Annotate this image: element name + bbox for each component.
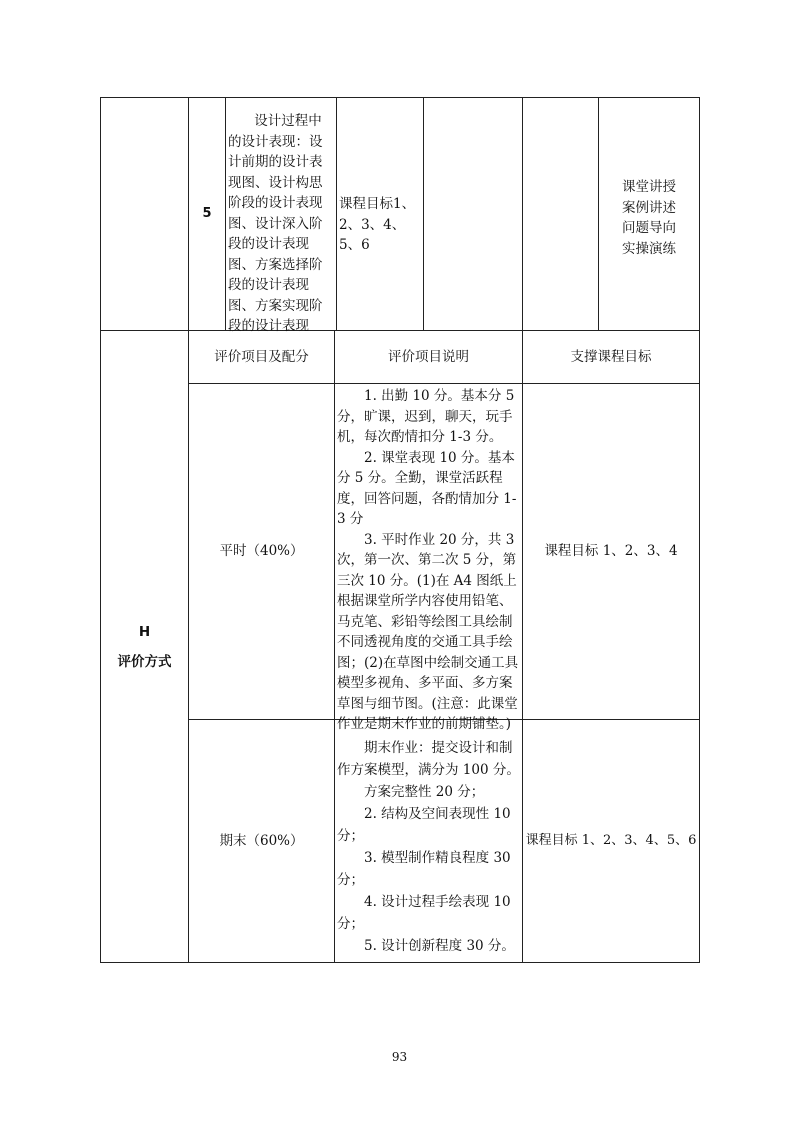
description-paragraph: 4. 设计过程手绘表现 10 分；: [337, 894, 511, 932]
section-title: 评价方式: [117, 654, 172, 670]
method-item: 问题导向: [622, 220, 676, 236]
description-paragraph: 3. 模型制作精良程度 30 分；: [337, 850, 511, 888]
description-paragraph: 2. 结构及空间表现性 10 分；: [337, 806, 511, 844]
description-paragraph: 1. 出勤 10 分。基本分 5 分，旷课，迟到，聊天，玩手机，每次酌情扣分 1-3 分。: [337, 388, 515, 445]
description-paragraph: 2. 课堂表现 10 分。基本分 5 分。全勤，课堂活跃程度，回答问题，各酌情加分 1-3 分: [337, 449, 517, 527]
section-label: [101, 620, 188, 674]
method-item: 课堂讲授: [622, 179, 676, 195]
page-number: 93: [391, 1050, 408, 1064]
description-paragraph: 期末作业：提交设计和制作方案模型，满分为 100 分。: [337, 740, 520, 778]
table-left-border: [100, 97, 101, 963]
description-paragraph: 3. 平时作业 20 分，共 3 次，第一次、第二次 5 分，第三次 10 分。(1)在 A4 图纸上根据课堂所学内容使用铅笔、马克笔、彩铅等绘图工具绘制不同透视角度的交通工具手绘图；(2)在草图中绘制交通工具模型多视角、多平面、多方案草图与细节图。(注意：此课堂作业是期末作业的前期铺垫。): [337, 531, 519, 732]
eval-target-final: 课程目标 1、2、3、4、5、6: [525, 832, 697, 848]
header-description: 评价项目说明: [388, 348, 469, 365]
content-cell: [226, 111, 336, 334]
eval-item-final: 期末（60%）: [219, 832, 304, 849]
row5-col-divider-d: [522, 97, 523, 330]
header-target: 支撑课程目标: [570, 348, 652, 365]
eval-target-regular: 课程目标 1、2、3、4: [544, 543, 678, 560]
method-cell: [599, 177, 699, 259]
section-letter: H: [138, 624, 151, 640]
table-right-border: [699, 97, 700, 963]
content-first-line: 设计过程中: [254, 113, 322, 129]
method-item: 实操演练: [622, 240, 676, 257]
eval-item-regular: 平时（40%）: [219, 543, 304, 560]
row-number: 5: [202, 205, 212, 221]
content-rest: 的设计表现：设计前期的设计表现图、设计构思阶段的设计表现图、设计深入阶段的设计表现图、方案选择阶段的设计表现图、方案实现阶段的设计表现: [228, 133, 323, 334]
description-paragraph: 5. 设计创新程度 30 分。: [364, 938, 515, 954]
eval-description-regular: [335, 386, 522, 735]
row5-col-divider-c: [423, 97, 424, 330]
table-bottom-border: [100, 962, 700, 963]
header-item: 评价项目及配分: [214, 348, 309, 365]
row5-target-cell: 课程目标1、2、3、4、5、6: [339, 196, 416, 253]
description-paragraph: 方案完整性 20 分；: [364, 784, 485, 800]
method-item: 案例讲述: [622, 199, 676, 216]
eval-description-final: [335, 737, 522, 957]
